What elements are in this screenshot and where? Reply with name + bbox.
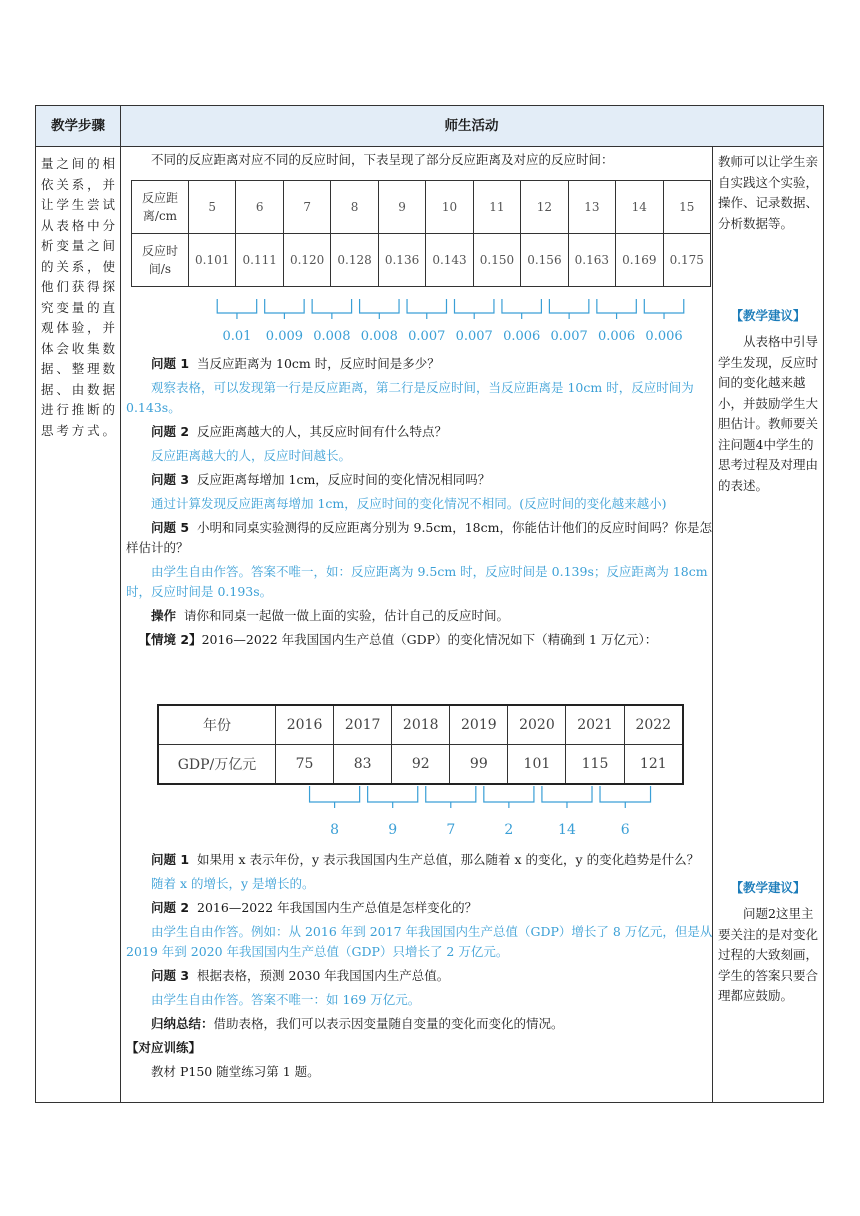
cell: 2017 — [334, 705, 392, 745]
cell: 0.143 — [426, 234, 473, 287]
cell: 14 — [616, 181, 663, 234]
header-step: 教学步骤 — [51, 118, 105, 134]
lesson-plan-table — [35, 105, 824, 1103]
cell: 10 — [426, 181, 473, 234]
question-text: 反应距离每增加 1cm，反应时间的变化情况相同吗？ — [197, 472, 491, 487]
cell: 92 — [392, 745, 450, 785]
diff-label: 9 — [388, 822, 398, 838]
bracket — [312, 299, 351, 313]
bracket — [549, 299, 588, 313]
question-label: 问题 2 — [151, 424, 190, 439]
cell: 101 — [508, 745, 566, 785]
question-label: 问题 1 — [151, 852, 190, 867]
suggestion-title-1: 【教学建议】 — [730, 308, 806, 323]
cell: 13 — [568, 181, 615, 234]
diff-label: 0.008 — [313, 329, 351, 344]
questions-block-1 — [126, 354, 714, 654]
bracket — [484, 786, 534, 802]
cell: 2018 — [392, 705, 450, 745]
row-label-distance: 反应距离/cm — [132, 181, 189, 234]
diff-label: 0.006 — [645, 329, 683, 344]
bracket — [454, 299, 493, 313]
summary-text: 借助表格，我们可以表示因变量随自变量的变化而变化的情况。 — [213, 1016, 564, 1031]
diff-label: 0.009 — [265, 329, 304, 344]
answer-text: 由学生自由作答。答案不唯一，如：反应距离为 9.5cm 时，反应时间是 0.139s；反应距离为 18cm 时，反应时间是 0.193s。 — [126, 564, 708, 599]
answer-text: 由学生自由作答。例如：从 2016 年到 2017 年我国国内生产总值（GDP）增长了 8 万亿元，但是从 2019 年到 2020 年我国国内生产总值（GDP）只增长了 2 万亿元。 — [126, 924, 713, 959]
operation-text: 请你和同桌一起做一做上面的实验，估计自己的反应时间。 — [183, 608, 509, 623]
diff-label: 0.008 — [360, 329, 398, 344]
cell: 11 — [473, 181, 520, 234]
cell: 12 — [521, 181, 568, 234]
diff-label: 7 — [446, 822, 456, 838]
bracket — [407, 299, 446, 313]
cell: 5 — [189, 181, 236, 234]
gdp-table — [157, 704, 684, 785]
cell: 0.136 — [378, 234, 425, 287]
diff-label: 0.006 — [597, 329, 636, 344]
cell: 0.128 — [331, 234, 378, 287]
cell: 0.150 — [473, 234, 520, 287]
bracket — [217, 299, 256, 313]
cell: 2020 — [508, 705, 566, 745]
header-activity: 师生活动 — [444, 118, 499, 134]
question-text: 根据表格，预测 2030 年我国国内生产总值。 — [197, 968, 450, 983]
bracket — [360, 299, 399, 313]
cell: 115 — [566, 745, 624, 785]
bracket — [597, 299, 636, 313]
step-description: 量之间的相依关系，并让学生尝试从表格中分析变量之间的关系，使他们获得探究变量的直观体验，并体会收集数据、整理数据、由数据进行推断的思考方式。 — [41, 156, 115, 438]
table-row — [158, 745, 683, 785]
bracket — [426, 786, 476, 802]
answer-text: 由学生自由作答。答案不唯一：如 169 万亿元。 — [151, 992, 421, 1007]
diff-label: 0.007 — [550, 329, 588, 344]
cell: 99 — [450, 745, 508, 785]
row-label-time: 反应时间/s — [132, 234, 189, 287]
cell: 9 — [378, 181, 425, 234]
diff-label: 8 — [330, 822, 340, 838]
diff-label: 0.007 — [455, 329, 493, 344]
cell: 15 — [663, 181, 710, 234]
scene-label: 【情境 2】 — [138, 632, 202, 647]
question-label: 问题 1 — [151, 356, 190, 371]
diff-label: 0.007 — [408, 329, 446, 344]
diff-label: 14 — [558, 822, 576, 838]
question-label: 问题 2 — [151, 900, 190, 915]
answer-text: 随着 x 的增长，y 是增长的。 — [151, 876, 315, 891]
summary-label: 归纳总结： — [151, 1016, 214, 1031]
question-text: 反应距离越大的人，其反应时间有什么特点？ — [197, 424, 448, 439]
cell: 0.163 — [568, 234, 615, 287]
question-label: 问题 5 — [151, 520, 190, 535]
diff-label: 0.006 — [503, 329, 541, 344]
cell: 2016 — [276, 705, 334, 745]
cell: 2019 — [450, 705, 508, 745]
question-text: 如果用 x 表示年份，y 表示我国国内生产总值，那么随着 x 的变化，y 的变化趋势是什么？ — [197, 852, 700, 867]
practice-label: 【对应训练】 — [126, 1040, 202, 1055]
intro-text: 不同的反应距离对应不同的反应时间，下表呈现了部分反应距离及对应的反应时间： — [151, 152, 614, 167]
cell: 75 — [276, 745, 334, 785]
practice-text: 教材 P150 随堂练习第 1 题。 — [151, 1064, 320, 1079]
bracket — [644, 299, 683, 313]
cell: 6 — [236, 181, 283, 234]
cell: 2021 — [566, 705, 624, 745]
cell: 8 — [331, 181, 378, 234]
question-label: 问题 3 — [151, 968, 190, 983]
teacher-note: 教师可以让学生亲自实践这个实验，操作、记录数据、分析数据等。 — [718, 154, 819, 231]
diff-label: 0.01 — [222, 329, 252, 344]
question-text: 小明和同桌实验测得的反应距离分别为 9.5cm，18cm，你能估计他们的反应时间吗？你是怎样估计的？ — [126, 520, 712, 555]
suggestion-text-2: 问题2这里主要关注的是对变化过程的大致刻画，学生的答案只要合理都应鼓励。 — [718, 906, 819, 1003]
questions-block-2 — [126, 850, 714, 1086]
bracket — [368, 786, 418, 802]
cell: 7 — [283, 181, 330, 234]
cell: 0.156 — [521, 234, 568, 287]
cell: 83 — [334, 745, 392, 785]
scene-text: 2016—2022 年我国国内生产总值（GDP）的变化情况如下（精确到 1 万亿元）： — [201, 632, 658, 647]
operation-label: 操作 — [151, 608, 177, 623]
bracket — [600, 786, 651, 802]
row-label-year: 年份 — [158, 705, 276, 745]
suggestion-title-2: 【教学建议】 — [730, 880, 806, 895]
question-text: 当反应距离为 10cm 时，反应时间是多少？ — [197, 356, 440, 371]
cell: 0.111 — [236, 234, 283, 287]
bracket — [542, 786, 592, 802]
diff-label: 6 — [620, 822, 630, 838]
cell: 0.120 — [283, 234, 330, 287]
diff-label: 2 — [504, 822, 514, 838]
table-row — [158, 705, 683, 745]
bracket — [310, 786, 360, 802]
cell: 0.101 — [189, 234, 236, 287]
cell: 2022 — [624, 705, 683, 745]
suggestion-text-1: 从表格中引导学生发现，反应时间的变化越来越小，并鼓励学生大胆估计。教师要关注问题4中学生的思考过程及对理由的表述。 — [718, 334, 819, 493]
question-label: 问题 3 — [151, 472, 190, 487]
cell: 0.169 — [616, 234, 663, 287]
cell: 121 — [624, 745, 683, 785]
question-text: 2016—2022 年我国国内生产总值是怎样变化的？ — [197, 900, 478, 915]
answer-text: 反应距离越大的人，反应时间越长。 — [151, 448, 352, 463]
cell: 0.175 — [663, 234, 710, 287]
answer-text: 通过计算发现反应距离每增加 1cm，反应时间的变化情况不相同。(反应时间的变化越来越小) — [151, 496, 667, 511]
bracket — [502, 299, 541, 313]
row-label-gdp: GDP/万亿元 — [158, 745, 276, 785]
answer-text: 观察表格，可以发现第一行是反应距离，第二行是反应时间，当反应距离是 10cm 时，反应时间为 0.143s。 — [126, 380, 694, 415]
bracket — [265, 299, 304, 313]
